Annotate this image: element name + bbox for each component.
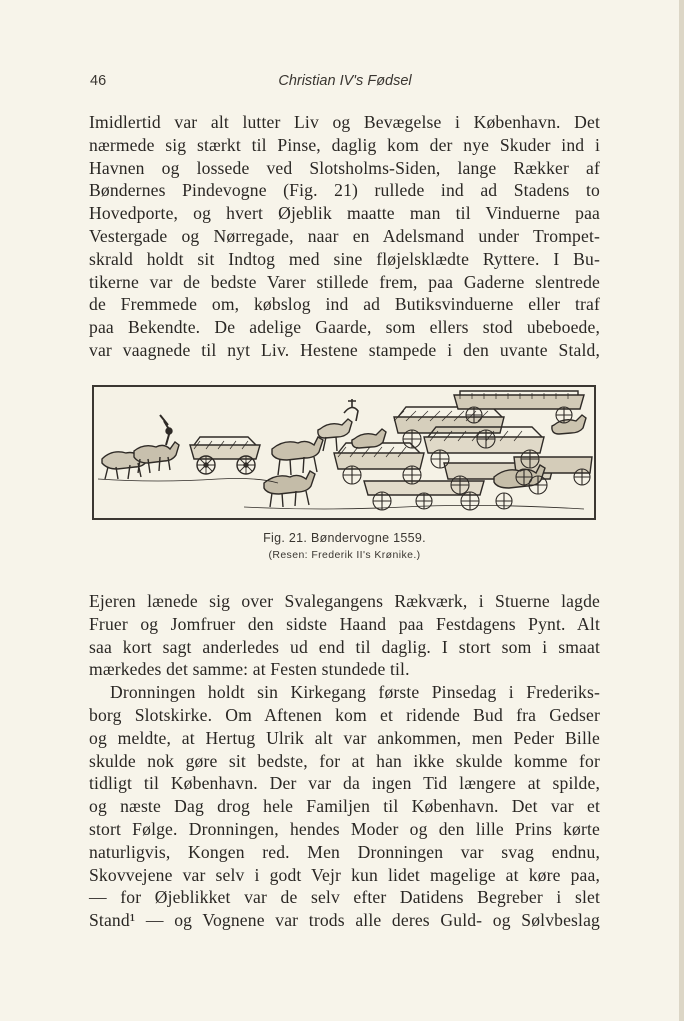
text-line: og meldte, at Hertug Ulrik alt var ankommen, men Peder Bille <box>89 727 600 748</box>
text-line: Fruer og Jomfruer den sidste Haand paa Festdagens Pynt. Alt <box>89 613 600 634</box>
text-line: Imidlertid var alt lutter Liv og Bevægelse i København. Det <box>89 112 600 132</box>
text-line: nærmede sig stærkt til Pinse, daglig kom der nye Skuder ind i <box>89 134 600 155</box>
text-line: var vaagnede til nyt Liv. Hestene stampede i den uvante Stald, <box>89 339 600 360</box>
left-wagon <box>190 437 260 474</box>
running-head: Christian IV's Fødsel <box>278 73 412 89</box>
text-line: saa kort sagt anderledes ud end til daglig. I stort som i smaat <box>89 636 600 657</box>
text-line: — for Øjeblikket var de selv efter Datidens Begreber i slet <box>89 887 600 908</box>
farm-wagons-woodcut <box>94 387 594 518</box>
text-line: de Fremmede om, købslog ind ad Butiksvinduerne eller traf <box>89 294 600 315</box>
figure-source: (Resen: Frederik II's Krønike.) <box>268 549 421 561</box>
right-wagon-cluster <box>334 391 592 495</box>
text-line: Stand¹ — og Vognene var trods alle deres Guld- og Sølvbeslag <box>89 910 600 931</box>
figure-illustration <box>92 385 596 520</box>
text-line: skulde nok gøre sit bedste, for at han ikke skulde komme for <box>89 750 600 771</box>
text-line: tidligt til København. Der var da ingen Tid længere at spilde, <box>89 773 600 794</box>
page-header <box>90 73 600 93</box>
text-line: Hovedporte, og hvert Øjeblik maatte man til Vinduerne paa <box>89 203 600 224</box>
text-line: Vestergade og Nørregade, naar en Adelsmand under Trompet- <box>89 225 600 246</box>
text-line: skrald holdt sit Indtog med sine fløjelsklædte Ryttere. I Bu- <box>89 248 600 269</box>
text-line: mærkedes det samme: at Festen stundede til. <box>89 659 410 680</box>
text-line: stort Følge. Dronningen, hendes Moder og den lille Prins kørte <box>89 818 600 839</box>
text-line: Havnen og lossede ved Slotsholms-Siden, lange Rækker af <box>89 157 600 178</box>
page-number: 46 <box>90 73 107 89</box>
page-edge <box>679 0 684 1021</box>
figure-caption: Fig. 21. Bøndervogne 1559. <box>263 531 426 545</box>
text-line: Bøndernes Pindevogne (Fig. 21) rullede ind ad Stadens to <box>89 180 600 201</box>
text-line: og næste Dag drog hele Familjen til København. Det var et <box>89 796 600 817</box>
text-line: borg Slotskirke. Om Aftenen kom et ridende Bud fra Gedser <box>89 704 600 725</box>
text-line: Ejeren lænede sig over Svalegangens Rækværk, i Stuerne lagde <box>89 591 600 611</box>
text-line: tikerne var de bedste Varer stillede frem, paa Gaderne slentrede <box>89 271 600 292</box>
text-line: Dronningen holdt sin Kirkegang første Pinsedag i Frederiks- <box>110 682 600 703</box>
text-line: naturligvis, Kongen red. Men Dronningen var svag endnu, <box>89 841 600 862</box>
text-line: Skovvejene var selv i godt Vejr kun lidet magelige at køre paa, <box>89 864 600 885</box>
body-text-top <box>89 111 600 362</box>
left-horse-team <box>102 415 179 479</box>
text-line: paa Bekendte. De adelige Gaarde, som ellers stod ubeboede, <box>89 317 600 338</box>
body-text-bottom <box>89 590 600 932</box>
